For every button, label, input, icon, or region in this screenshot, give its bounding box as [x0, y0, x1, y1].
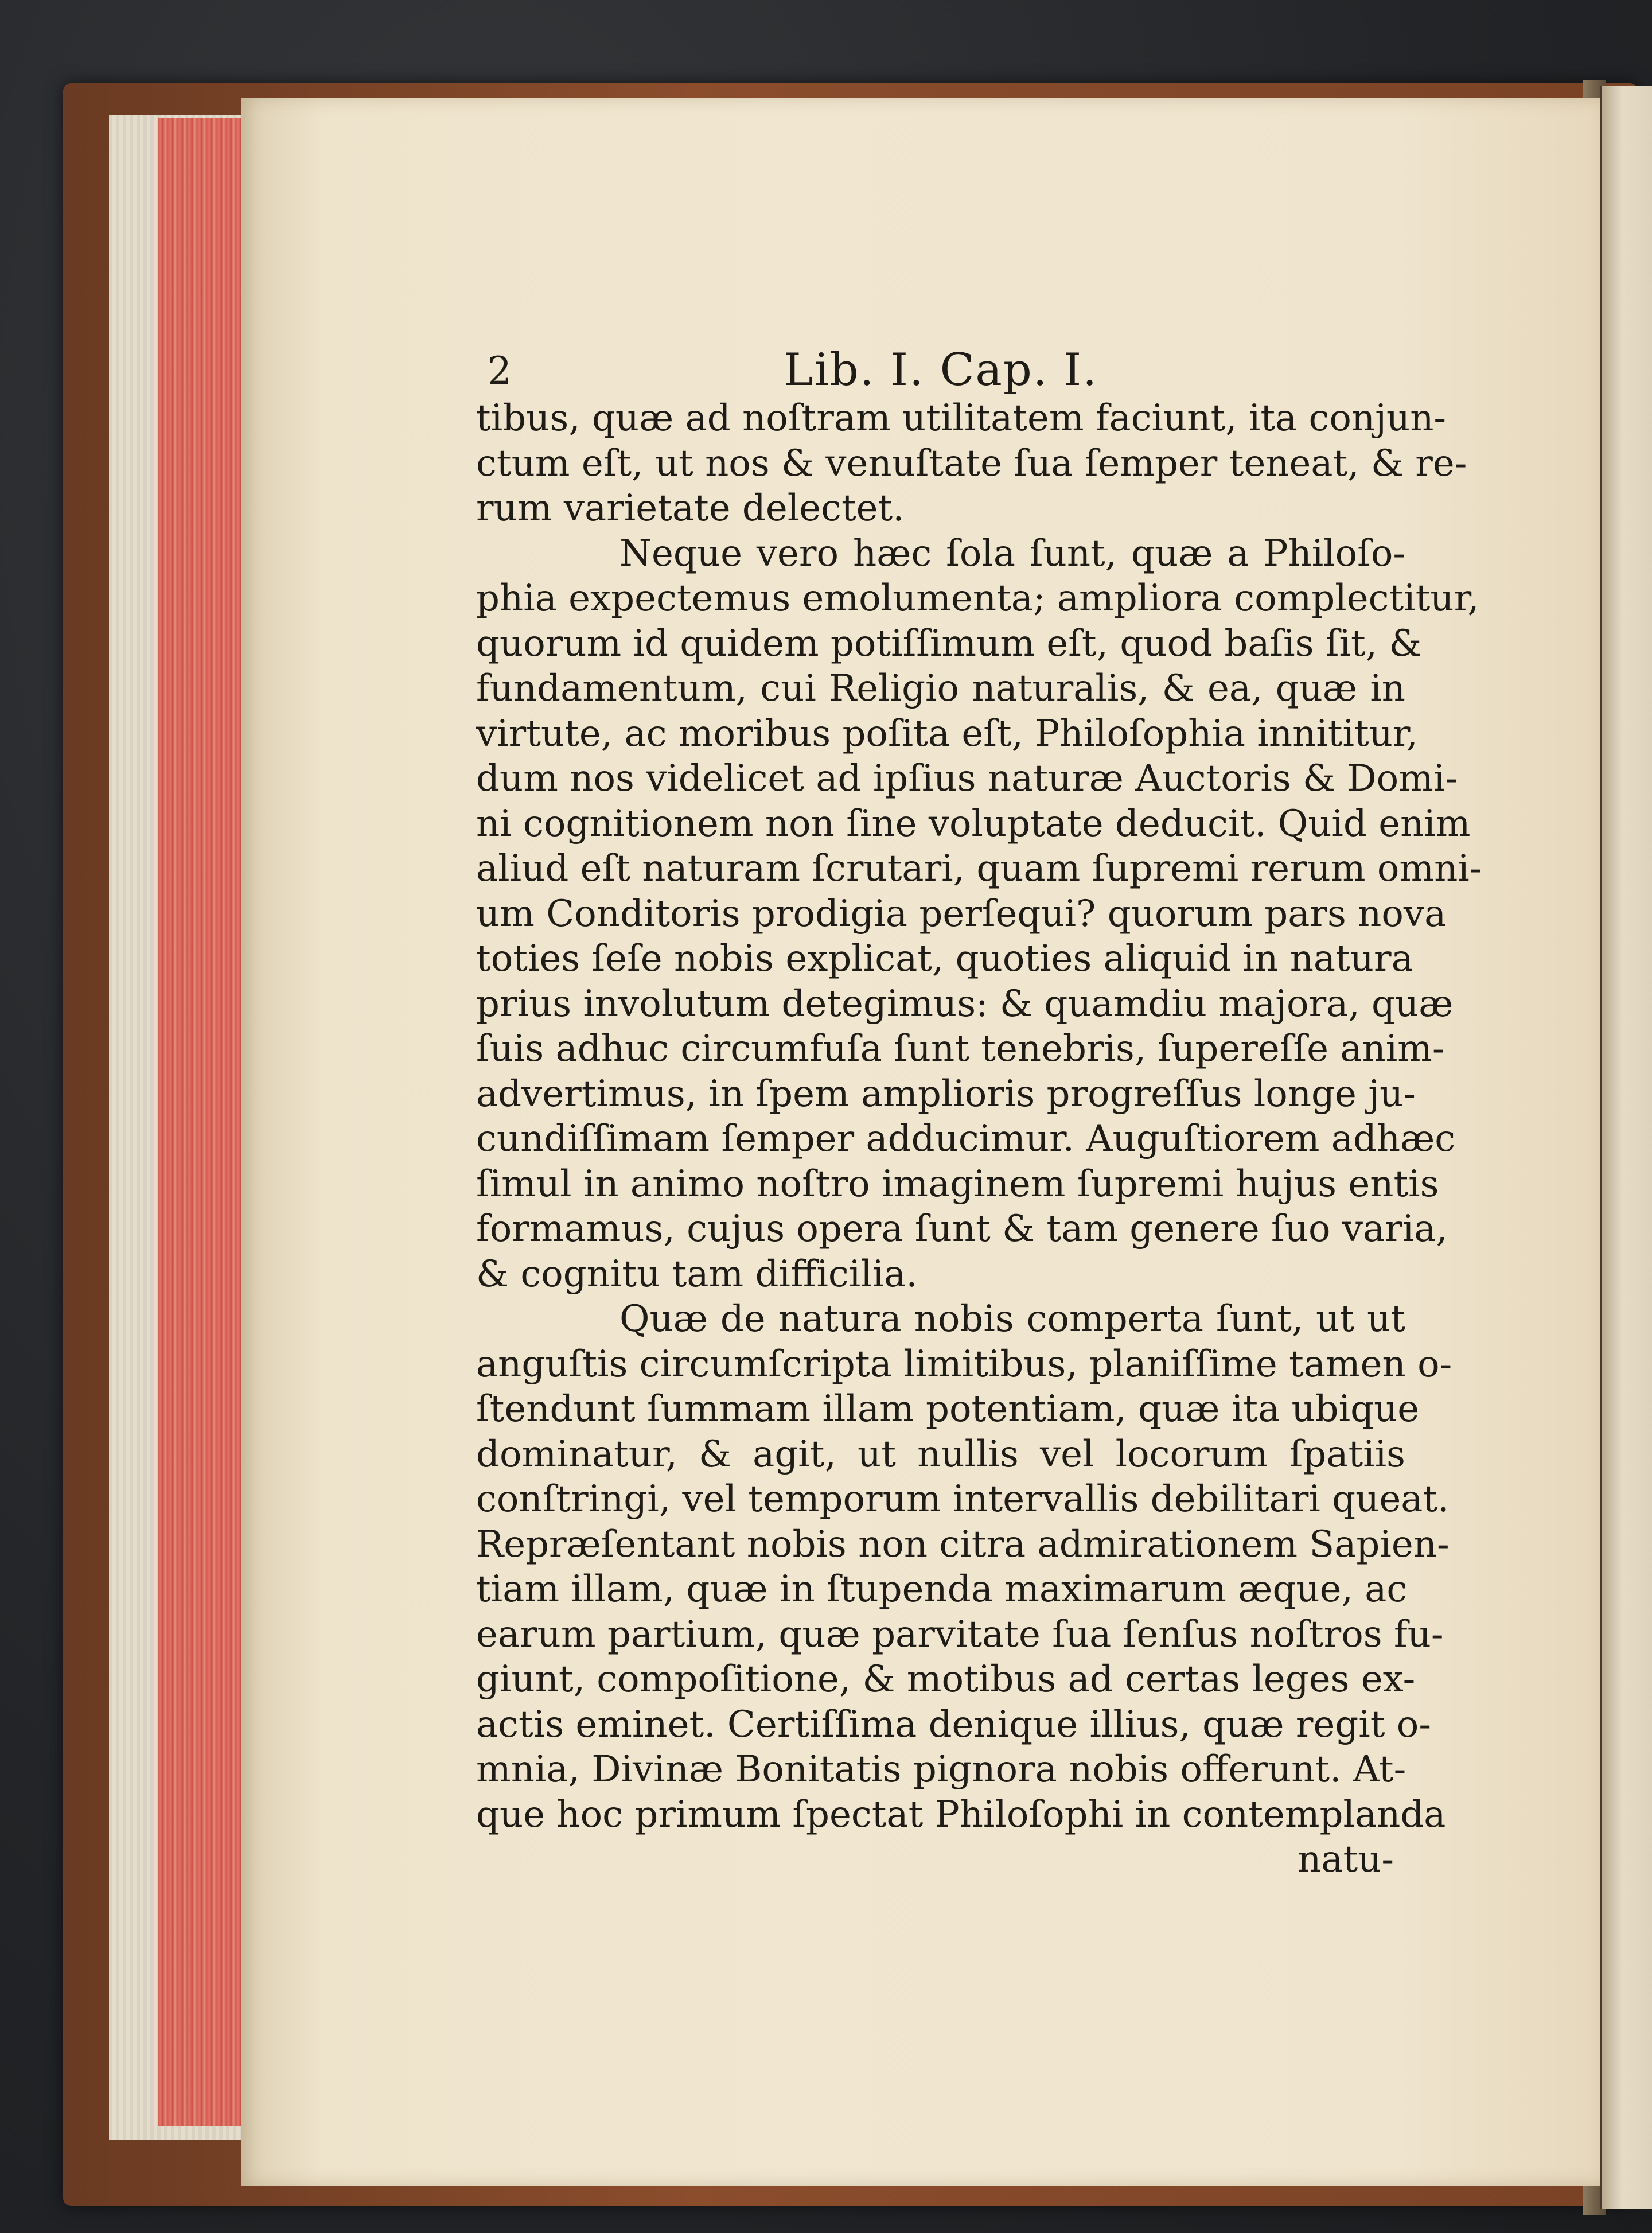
- text-line: phia expectemus emolumenta; ampliora complectitur,: [476, 577, 1479, 620]
- text-line: anguſtis circumſcripta limitibus, planiſſime tamen o-: [476, 1343, 1452, 1386]
- text-line: que hoc primum ſpectat Philoſophi in contemplanda: [476, 1793, 1446, 1836]
- text-line: mnia, Divinæ Bonitatis pignora nobis offerunt. At-: [476, 1748, 1406, 1791]
- text-line: cundiſſimam ſemper adducimur. Auguſtiorem adhæc: [476, 1118, 1456, 1160]
- text-line: Repræſentant nobis non citra admirationem Sapien-: [476, 1523, 1450, 1566]
- text-line: aliud eſt naturam ſcrutari, quam ſupremi rerum omni-: [476, 847, 1482, 890]
- text-line: toties ſeſe nobis explicat, quoties aliquid in natura: [476, 937, 1413, 980]
- text-line: tibus, quæ ad noſtram utilitatem faciunt, ita conjun-: [476, 397, 1447, 439]
- page-header: [476, 333, 1405, 396]
- text-line: prius involutum detegimus: & quamdiu majora, quæ: [476, 982, 1454, 1025]
- text-line: earum partium, quæ parvitate ſua ſenſus noſtros fu-: [476, 1613, 1444, 1656]
- text-line: advertimus, in ſpem amplioris progreſſus longe ju-: [476, 1072, 1416, 1115]
- red-sprinkled-edges: [158, 118, 247, 2126]
- page-number: 2: [488, 349, 512, 393]
- text-line: dum nos videlicet ad ipſius naturæ Auctoris & Domi-: [476, 757, 1458, 800]
- text-line: formamus, cujus opera ſunt & tam genere ſuo varia,: [476, 1208, 1448, 1250]
- text-line: ſimul in animo noſtro imaginem ſupremi hujus entis: [476, 1162, 1439, 1205]
- text-line: Neque vero hæc ſola ſunt, quæ a Philoſo-: [620, 532, 1405, 575]
- text-line: ſtendunt ſummam illam potentiam, quæ ita ubique: [476, 1388, 1420, 1430]
- text-line: tiam illam, quæ in ſtupenda maximarum æque, ac: [476, 1568, 1408, 1610]
- text-line: quorum id quidem potiſſimum eſt, quod baſis ſit, &: [476, 622, 1422, 665]
- text-line: giunt, compoſitione, & motibus ad certas leges ex-: [476, 1658, 1416, 1701]
- text-line: rum varietate delectet.: [476, 487, 905, 530]
- text-line: virtute, ac moribus poſita eſt, Philoſophia innititur,: [476, 712, 1418, 755]
- text-line: & cognitu tam difficilia.: [476, 1252, 918, 1296]
- text-line: dominatur, & agit, ut nullis vel locorum ſpatiis: [476, 1433, 1405, 1476]
- text-block: [476, 333, 1482, 1928]
- text-line: fundamentum, cui Religio naturalis, & ea, quæ in: [476, 667, 1405, 710]
- facing-page-edge: [1600, 86, 1652, 2209]
- text-line: Quæ de natura nobis comperta ſunt, ut ut: [620, 1298, 1405, 1340]
- text-line: ctum eſt, ut nos & venuſtate ſua ſemper teneat, & re-: [476, 442, 1467, 485]
- running-title: Lib. I. Cap. I.: [784, 344, 1098, 396]
- catchword: natu-: [1298, 1838, 1394, 1881]
- text-line: actis eminet. Certiſſima denique illius, quæ regit o-: [476, 1703, 1431, 1746]
- text-line: conſtringi, vel temporum intervallis debilitari queat.: [476, 1478, 1450, 1520]
- text-line: ſuis adhuc circumfuſa ſunt tenebris, ſupereſſe anim-: [476, 1028, 1445, 1070]
- text-line: ni cognitionem non ſine voluptate deducit. Quid enim: [476, 802, 1471, 845]
- text-line: um Conditoris prodigia perſequi? quorum pars nova: [476, 892, 1447, 935]
